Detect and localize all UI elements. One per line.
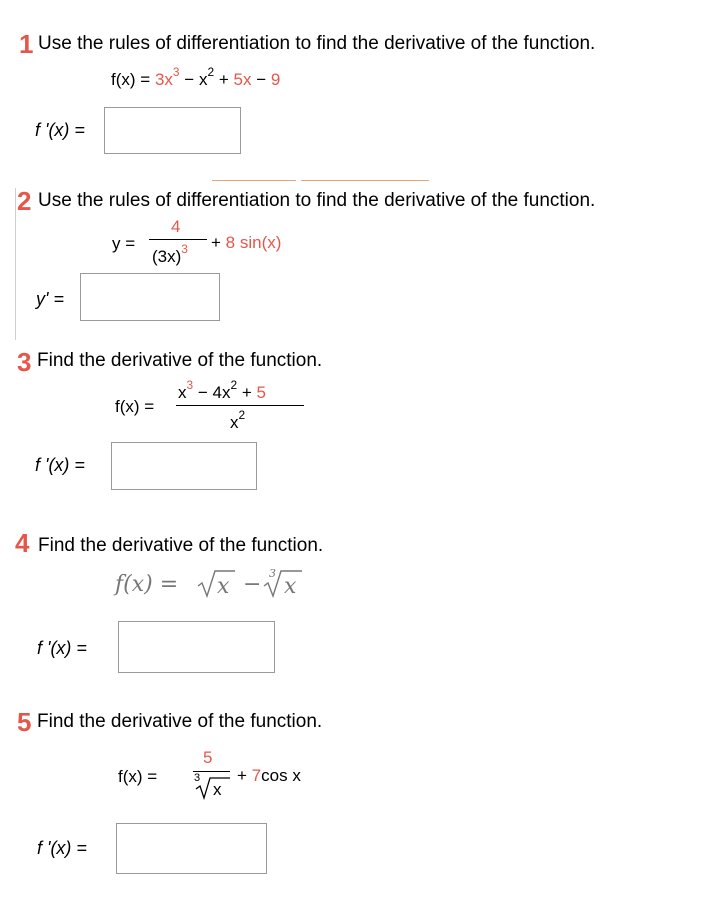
function-name: f(x): [118, 767, 143, 786]
question-5-number: 5: [17, 707, 32, 737]
num-term-b: 4x: [212, 383, 231, 402]
num-term-a-exponent: 3: [186, 378, 194, 393]
den-base: x: [230, 413, 239, 432]
question-1-answer-label: f '(x) =: [35, 120, 85, 140]
question-2-y-equals: y =: [112, 234, 136, 253]
term-exponent: 2: [207, 65, 215, 80]
term-base: x: [198, 70, 208, 89]
question-2-answer-label: y' =: [36, 289, 64, 309]
trig-term: 8 sin(x): [225, 233, 282, 252]
plus-sign: +: [218, 70, 229, 89]
num-term-a: x: [178, 383, 187, 402]
denominator-base: (3x): [152, 247, 182, 266]
minus-sign: −: [184, 70, 195, 89]
question-2-fraction-bar: [149, 239, 207, 240]
question-3-fraction-bar: [176, 405, 304, 406]
function-name: f(x): [111, 70, 136, 89]
term-constant: 9: [270, 70, 281, 89]
question-3-answer-label: f '(x) =: [35, 455, 85, 475]
question-2-denominator: [152, 242, 188, 267]
equals-sign: =: [144, 397, 155, 416]
question-1-function: [111, 65, 281, 90]
num-term-c: 5: [256, 383, 266, 402]
denominator-exponent: 3: [181, 242, 188, 257]
question-1-prompt: Use the rules of differentiation to find the derivative of the function.: [38, 33, 596, 54]
question-5-root-arg: x: [213, 780, 222, 799]
question-5-prompt: Find the derivative of the function.: [37, 711, 323, 732]
question-2-number: 2: [17, 186, 32, 216]
question-2-answer-input[interactable]: [80, 273, 220, 321]
question-2-prompt: Use the rules of differentiation to find the derivative of the function.: [38, 190, 596, 211]
question-3-lhs: [115, 397, 154, 417]
question-3-denominator: [230, 408, 246, 433]
cos-coefficient: 7: [251, 766, 262, 785]
question-5-cos-term: [237, 766, 301, 786]
equals-sign: =: [147, 767, 158, 786]
cos-function: cos x: [261, 766, 301, 785]
question-4-answer-input[interactable]: [118, 621, 275, 673]
question-3-answer-input[interactable]: [111, 442, 257, 490]
separator-left: [212, 180, 296, 181]
minus-sign: −: [256, 70, 267, 89]
question-4-cbrt-arg: x: [284, 574, 297, 599]
question-5-lhs: [118, 767, 157, 787]
term-exponent: 3: [172, 65, 180, 80]
separator-right: [301, 180, 429, 181]
minus-sign: −: [197, 383, 208, 402]
question-1-answer-input[interactable]: [104, 107, 241, 154]
question-2-trig-term: [211, 233, 281, 253]
question-5-answer-input[interactable]: [116, 823, 267, 874]
plus-sign: +: [241, 383, 252, 402]
question-5-numerator: 5: [203, 748, 213, 767]
den-exponent: 2: [238, 408, 246, 423]
question-4-lhs: f(x) =: [115, 572, 179, 597]
plus-sign: +: [211, 233, 221, 252]
equals-sign: =: [140, 70, 151, 89]
term-linear: 5x: [233, 70, 252, 89]
question-3-number: 3: [17, 347, 32, 377]
question-4-sqrt-arg: x: [217, 574, 230, 599]
question-4-number: 4: [15, 528, 30, 558]
question-4-cbrt-index: 3: [269, 567, 276, 580]
num-term-b-exponent: 2: [230, 378, 238, 393]
term-coefficient: 3x: [154, 70, 173, 89]
question-2-numerator: 4: [171, 217, 181, 236]
question-3-numerator: [178, 378, 266, 403]
question-4-answer-label: f '(x) =: [37, 638, 87, 658]
plus-sign: +: [237, 766, 247, 785]
question-4-minus: −: [243, 572, 262, 597]
question-3-prompt: Find the derivative of the function.: [37, 350, 323, 371]
question-2-left-border: [15, 188, 16, 340]
question-4-prompt: Find the derivative of the function.: [38, 535, 324, 556]
question-5-root-index: 3: [194, 772, 201, 784]
question-5-answer-label: f '(x) =: [37, 838, 87, 858]
question-1-number: 1: [19, 29, 34, 59]
function-name: f(x): [115, 397, 140, 416]
